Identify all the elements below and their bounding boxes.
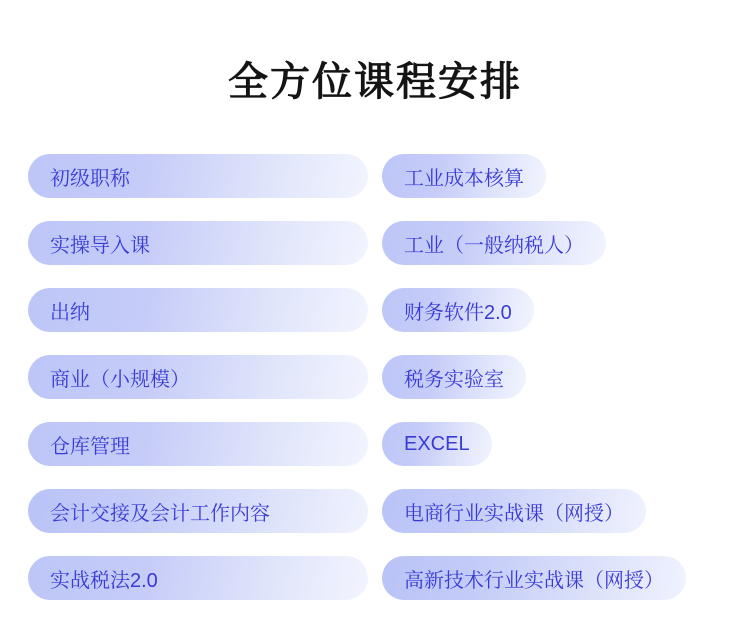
course-item[interactable]: 初级职称 (28, 154, 368, 198)
course-column-left (28, 154, 368, 600)
course-item[interactable]: 高新技术行业实战课（网授） (382, 556, 686, 600)
course-item[interactable]: 商业（小规模） (28, 355, 368, 399)
course-item[interactable]: 工业成本核算 (382, 154, 546, 198)
course-item[interactable]: 财务软件2.0 (382, 288, 534, 332)
course-item[interactable]: 仓库管理 (28, 422, 368, 466)
course-item[interactable]: 税务实验室 (382, 355, 526, 399)
course-column-right (382, 154, 722, 600)
course-item[interactable]: 工业（一般纳税人） (382, 221, 606, 265)
course-item[interactable]: 电商行业实战课（网授） (382, 489, 646, 533)
course-item[interactable]: 会计交接及会计工作内容 (28, 489, 368, 533)
course-item[interactable]: 实操导入课 (28, 221, 368, 265)
course-item[interactable]: 实战税法2.0 (28, 556, 368, 600)
course-item[interactable]: EXCEL (382, 422, 492, 466)
course-columns (0, 106, 750, 600)
course-item[interactable]: 出纳 (28, 288, 368, 332)
page-title: 全方位课程安排 (228, 60, 522, 104)
